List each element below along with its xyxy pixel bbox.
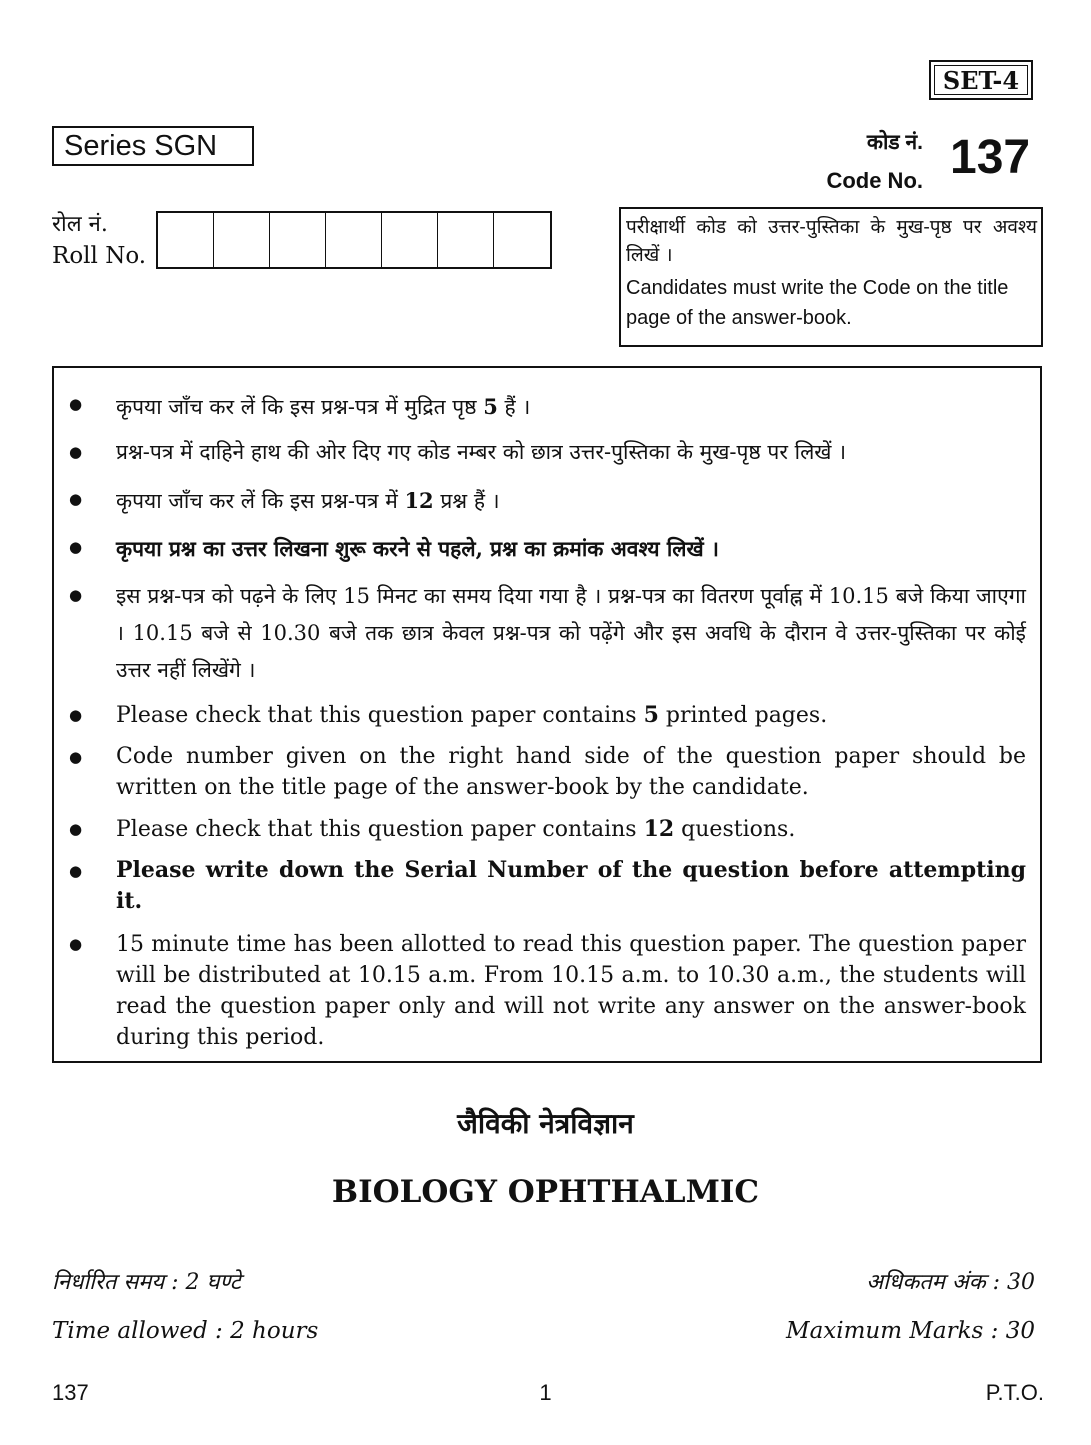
time-allowed-hindi: निर्धारित समय : 2 घण्टे [52, 1270, 241, 1295]
bullet-icon: ● [69, 586, 83, 604]
bullet-icon: ● [69, 748, 83, 766]
instructions-box [52, 366, 1042, 1063]
bullet-icon: ● [69, 820, 83, 838]
instruction-en-3: Please check that this question paper contains 12 questions. [116, 816, 796, 842]
series-badge [52, 126, 254, 166]
code-number: 137 [950, 131, 1031, 184]
subject-title-en: BIOLOGY OPHTHALMIC [331, 1174, 760, 1210]
bullet-icon: ● [69, 862, 83, 880]
instruction-hindi-3: कृपया जाँच कर लें कि इस प्रश्न-पत्र में 12 प्रश्न हैं । [116, 488, 500, 513]
subject-title-hindi: जैविकी नेत्रविज्ञान [457, 1107, 634, 1140]
roll-digit-box[interactable] [158, 213, 214, 267]
footer-code: 137 [52, 1380, 89, 1405]
candidate-note [619, 207, 1043, 347]
set-label: SET-4 [942, 65, 1020, 95]
bullet-icon: ● [69, 538, 83, 556]
time-allowed-en: Time allowed : 2 hours [52, 1318, 319, 1344]
bullet-icon: ● [69, 706, 83, 724]
roll-digit-box[interactable] [326, 213, 382, 267]
bullet-icon: ● [69, 935, 83, 953]
instruction-hindi-4: कृपया प्रश्न का उत्तर लिखना शुरू करने से पहले, प्रश्न का क्रमांक अवश्य लिखें । [116, 536, 719, 561]
max-marks-hindi: अधिकतम अंक : 30 [866, 1270, 1035, 1295]
roll-digit-box[interactable] [270, 213, 326, 267]
bullet-icon: ● [69, 395, 83, 413]
bullet-icon: ● [69, 443, 83, 461]
instruction-en-1: Please check that this question paper contains 5 printed pages. [116, 702, 828, 728]
instruction-en-2: Code number given on the right hand side of the question paper should be written on the title page of the answer-book by the candidate. [116, 744, 1026, 800]
series-label: Series SGN [64, 130, 218, 162]
instruction-en-5: 15 minute time has been allotted to read this question paper. The question paper will be distributed at 10.15 a.m. From 10.15 a.m. to 10.30 a.m., the students will read the question paper only and will not write any answer on the answer-book during this period. [116, 932, 1026, 1050]
page-number: 1 [539, 1380, 552, 1405]
instruction-hindi-5: इस प्रश्न-पत्र को पढ़ने के लिए 15 मिनट का समय दिया गया है । प्रश्न-पत्र का वितरण पूर्वाह्न में 10.15 बजे किया जाएगा । 10.15 बजे से 10.30 बजे तक छात्र केवल प्रश्न-पत्र को पढ़ेंगे और इस अवधि के दौरान वे उत्तर-पुस्तिका पर कोई उत्तर नहीं लिखेंगे । [116, 584, 1026, 682]
roll-digit-box[interactable] [494, 213, 550, 267]
instruction-en-4: Please write down the Serial Number of the question before attempting it. [116, 857, 1026, 914]
note-hindi: परीक्षार्थी कोड को उत्तर-पुस्तिका के मुख-पृष्ठ पर अवश्य लिखें । [626, 216, 1037, 266]
roll-number-grid [156, 211, 552, 269]
instruction-hindi-2: प्रश्न-पत्र में दाहिने हाथ की ओर दिए गए कोड नम्बर को छात्र उत्तर-पुस्तिका के मुख-पृष्ठ पर लिखें । [116, 440, 847, 464]
roll-digit-box[interactable] [214, 213, 270, 267]
instruction-hindi-1: कृपया जाँच कर लें कि इस प्रश्न-पत्र में मुद्रित पृष्ठ 5 हैं । [116, 394, 531, 419]
roll-digit-box[interactable] [382, 213, 438, 267]
code-label-hindi: कोड नं. [866, 131, 923, 154]
note-en: Candidates must write the Code on the title page of the answer-book. [626, 277, 1009, 329]
set-badge [929, 60, 1033, 100]
pto-label: P.T.O. [985, 1380, 1044, 1405]
max-marks-en: Maximum Marks : 30 [786, 1318, 1035, 1344]
code-label-en: Code No. [826, 168, 923, 193]
roll-label-en: Roll No. [52, 243, 147, 269]
roll-digit-box[interactable] [438, 213, 494, 267]
bullet-icon: ● [69, 490, 83, 508]
roll-label-hindi: रोल नं. [52, 212, 108, 237]
